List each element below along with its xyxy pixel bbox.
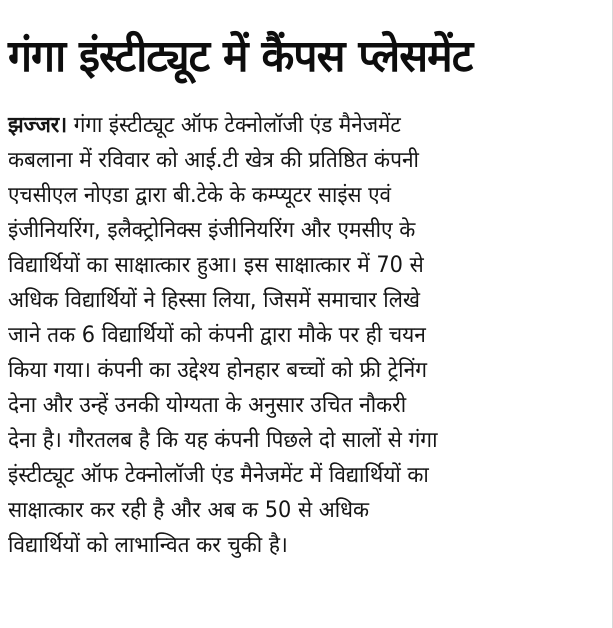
article-line: एचसीएल नोएडा द्वारा बी.टेके के कम्प्यूटर साइंस एवं <box>8 183 392 208</box>
article-line: जाने तक 6 विद्यार्थियों को कंपनी द्वारा मौके पर ही चयन <box>8 323 426 348</box>
article-line: देना है। गौरतलब है कि यह कंपनी पिछले दो सालों से गंगा <box>8 428 438 453</box>
article-line: इंस्टीट्यूट ऑफ टेक्नोलॉजी एंड मैनेजमेंट में विद्यार्थियों का <box>8 463 429 488</box>
dateline: झज्जर। <box>8 113 68 138</box>
headline: गंगा इंस्टीट्यूट में कैंपस प्लेसमेंट <box>8 31 473 82</box>
article-line <box>8 108 570 143</box>
article-line: कबलाना में रविवार को आई.टी खेत्र की प्रतिष्ठित कंपनी <box>8 148 419 173</box>
article-line: देना और उन्हें उनकी योग्यता के अनुसार उचित नौकरी <box>8 393 407 418</box>
article-line: विद्यार्थियों को लाभान्वित कर चुकी है। <box>8 533 288 558</box>
article-line: साक्षात्कार कर रही है और अब क 50 से अधिक <box>8 498 370 523</box>
article-body <box>8 108 606 563</box>
article-line-text: गंगा इंस्टीट्यूट ऑफ टेक्नोलॉजी एंड मैनेजमेंट <box>67 113 401 138</box>
article-line: अधिक विद्यार्थियों ने हिस्सा लिया, जिसमें समाचार लिखे <box>8 288 420 313</box>
article-line: किया गया। कंपनी का उद्देश्य होनहार बच्चों को फ्री ट्रेनिंग <box>8 358 427 383</box>
article-line: इंजीनियरिंग, इलैक्ट्रोनिक्स इंजीनियरिंग और एमसीए के <box>8 218 416 243</box>
article-line: विद्यार्थियों का साक्षात्कार हुआ। इस साक्षात्कार में 70 से <box>8 253 424 278</box>
